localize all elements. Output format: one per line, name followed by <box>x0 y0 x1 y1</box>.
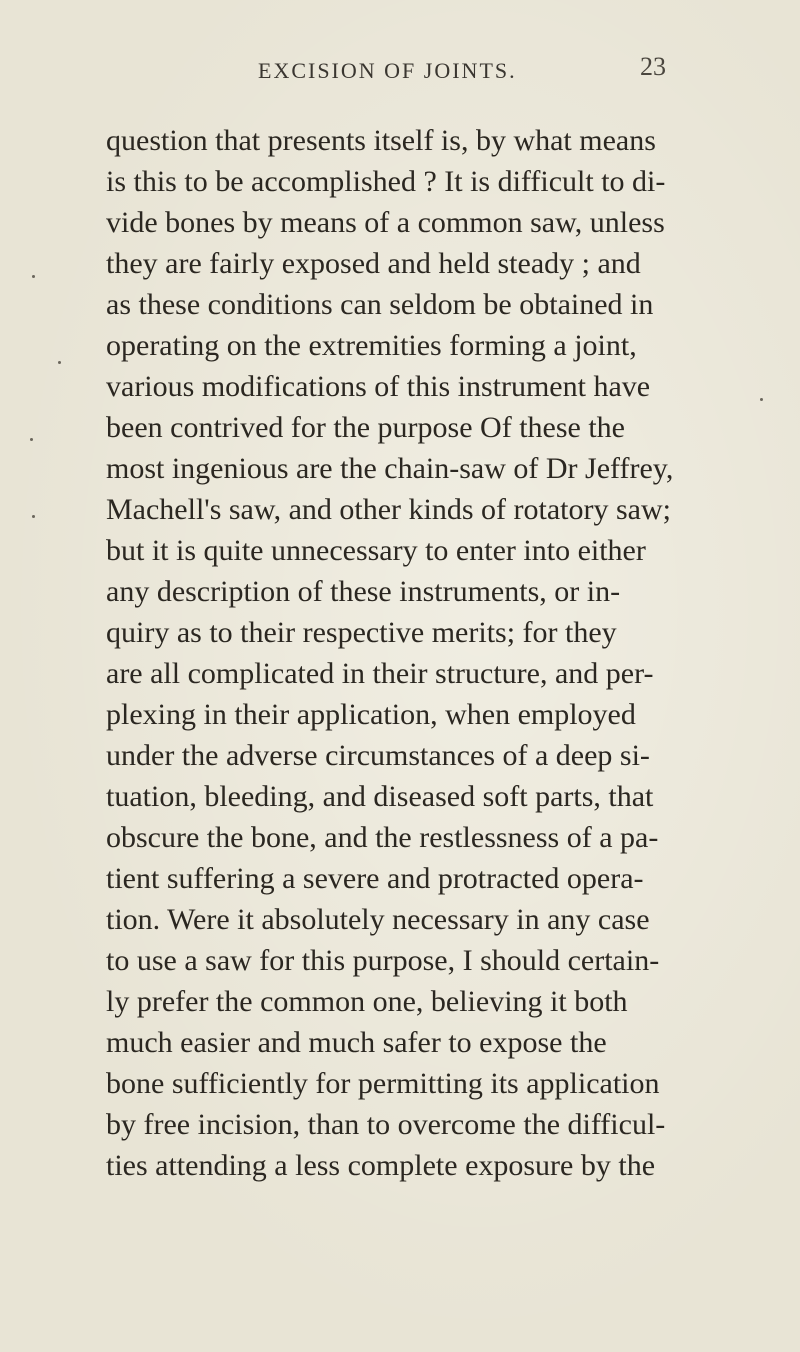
text-line: but it is quite unnecessary to enter into either <box>106 534 646 567</box>
text-line: tient suffering a severe and protracted opera- <box>106 862 644 895</box>
text-line: any description of these instruments, or in- <box>106 575 621 608</box>
text-line: they are fairly exposed and held steady ; and <box>106 247 641 280</box>
text-line: bone sufficiently for permitting its application <box>106 1067 660 1100</box>
text-line: as these conditions can seldom be obtained in <box>106 288 654 321</box>
text-line: Machell's saw, and other kinds of rotatory saw; <box>106 493 671 526</box>
text-line: under the adverse circumstances of a deep si- <box>106 739 650 772</box>
text-line: much easier and much safer to expose the <box>106 1026 607 1059</box>
text-line: are all complicated in their structure, and per- <box>106 657 654 690</box>
text-line: ly prefer the common one, believing it both <box>106 985 628 1018</box>
text-line: been contrived for the purpose Of these the <box>106 411 625 444</box>
text-line: quiry as to their respective merits; for they <box>106 616 617 649</box>
text-line: question that presents itself is, by what means <box>106 124 656 157</box>
text-line: obscure the bone, and the restlessness of a pa- <box>106 821 659 854</box>
text-line: tuation, bleeding, and diseased soft parts, that <box>106 780 654 813</box>
text-line: ties attending a less complete exposure by the <box>106 1149 656 1182</box>
margin-mark <box>30 438 33 441</box>
text-line: is this to be accomplished ? It is difficult to di- <box>106 165 666 198</box>
text-line: by free incision, than to overcome the difficul- <box>106 1108 666 1141</box>
page-number: 23 <box>640 52 666 81</box>
text-line: operating on the extremities forming a joint, <box>106 329 637 362</box>
text-line: most ingenious are the chain-saw of Dr Jeffrey, <box>106 452 674 485</box>
margin-mark <box>58 361 61 364</box>
running-head: EXCISION OF JOINTS. <box>258 58 517 83</box>
text-line: plexing in their application, when employed <box>106 698 636 731</box>
margin-mark <box>760 398 763 401</box>
text-line: to use a saw for this purpose, I should certain- <box>106 944 660 977</box>
margin-mark <box>32 275 35 278</box>
text-line: vide bones by means of a common saw, unless <box>106 206 665 239</box>
text-line: tion. Were it absolutely necessary in any case <box>106 903 650 936</box>
text-line: various modifications of this instrument have <box>106 370 651 403</box>
margin-mark <box>32 515 35 518</box>
